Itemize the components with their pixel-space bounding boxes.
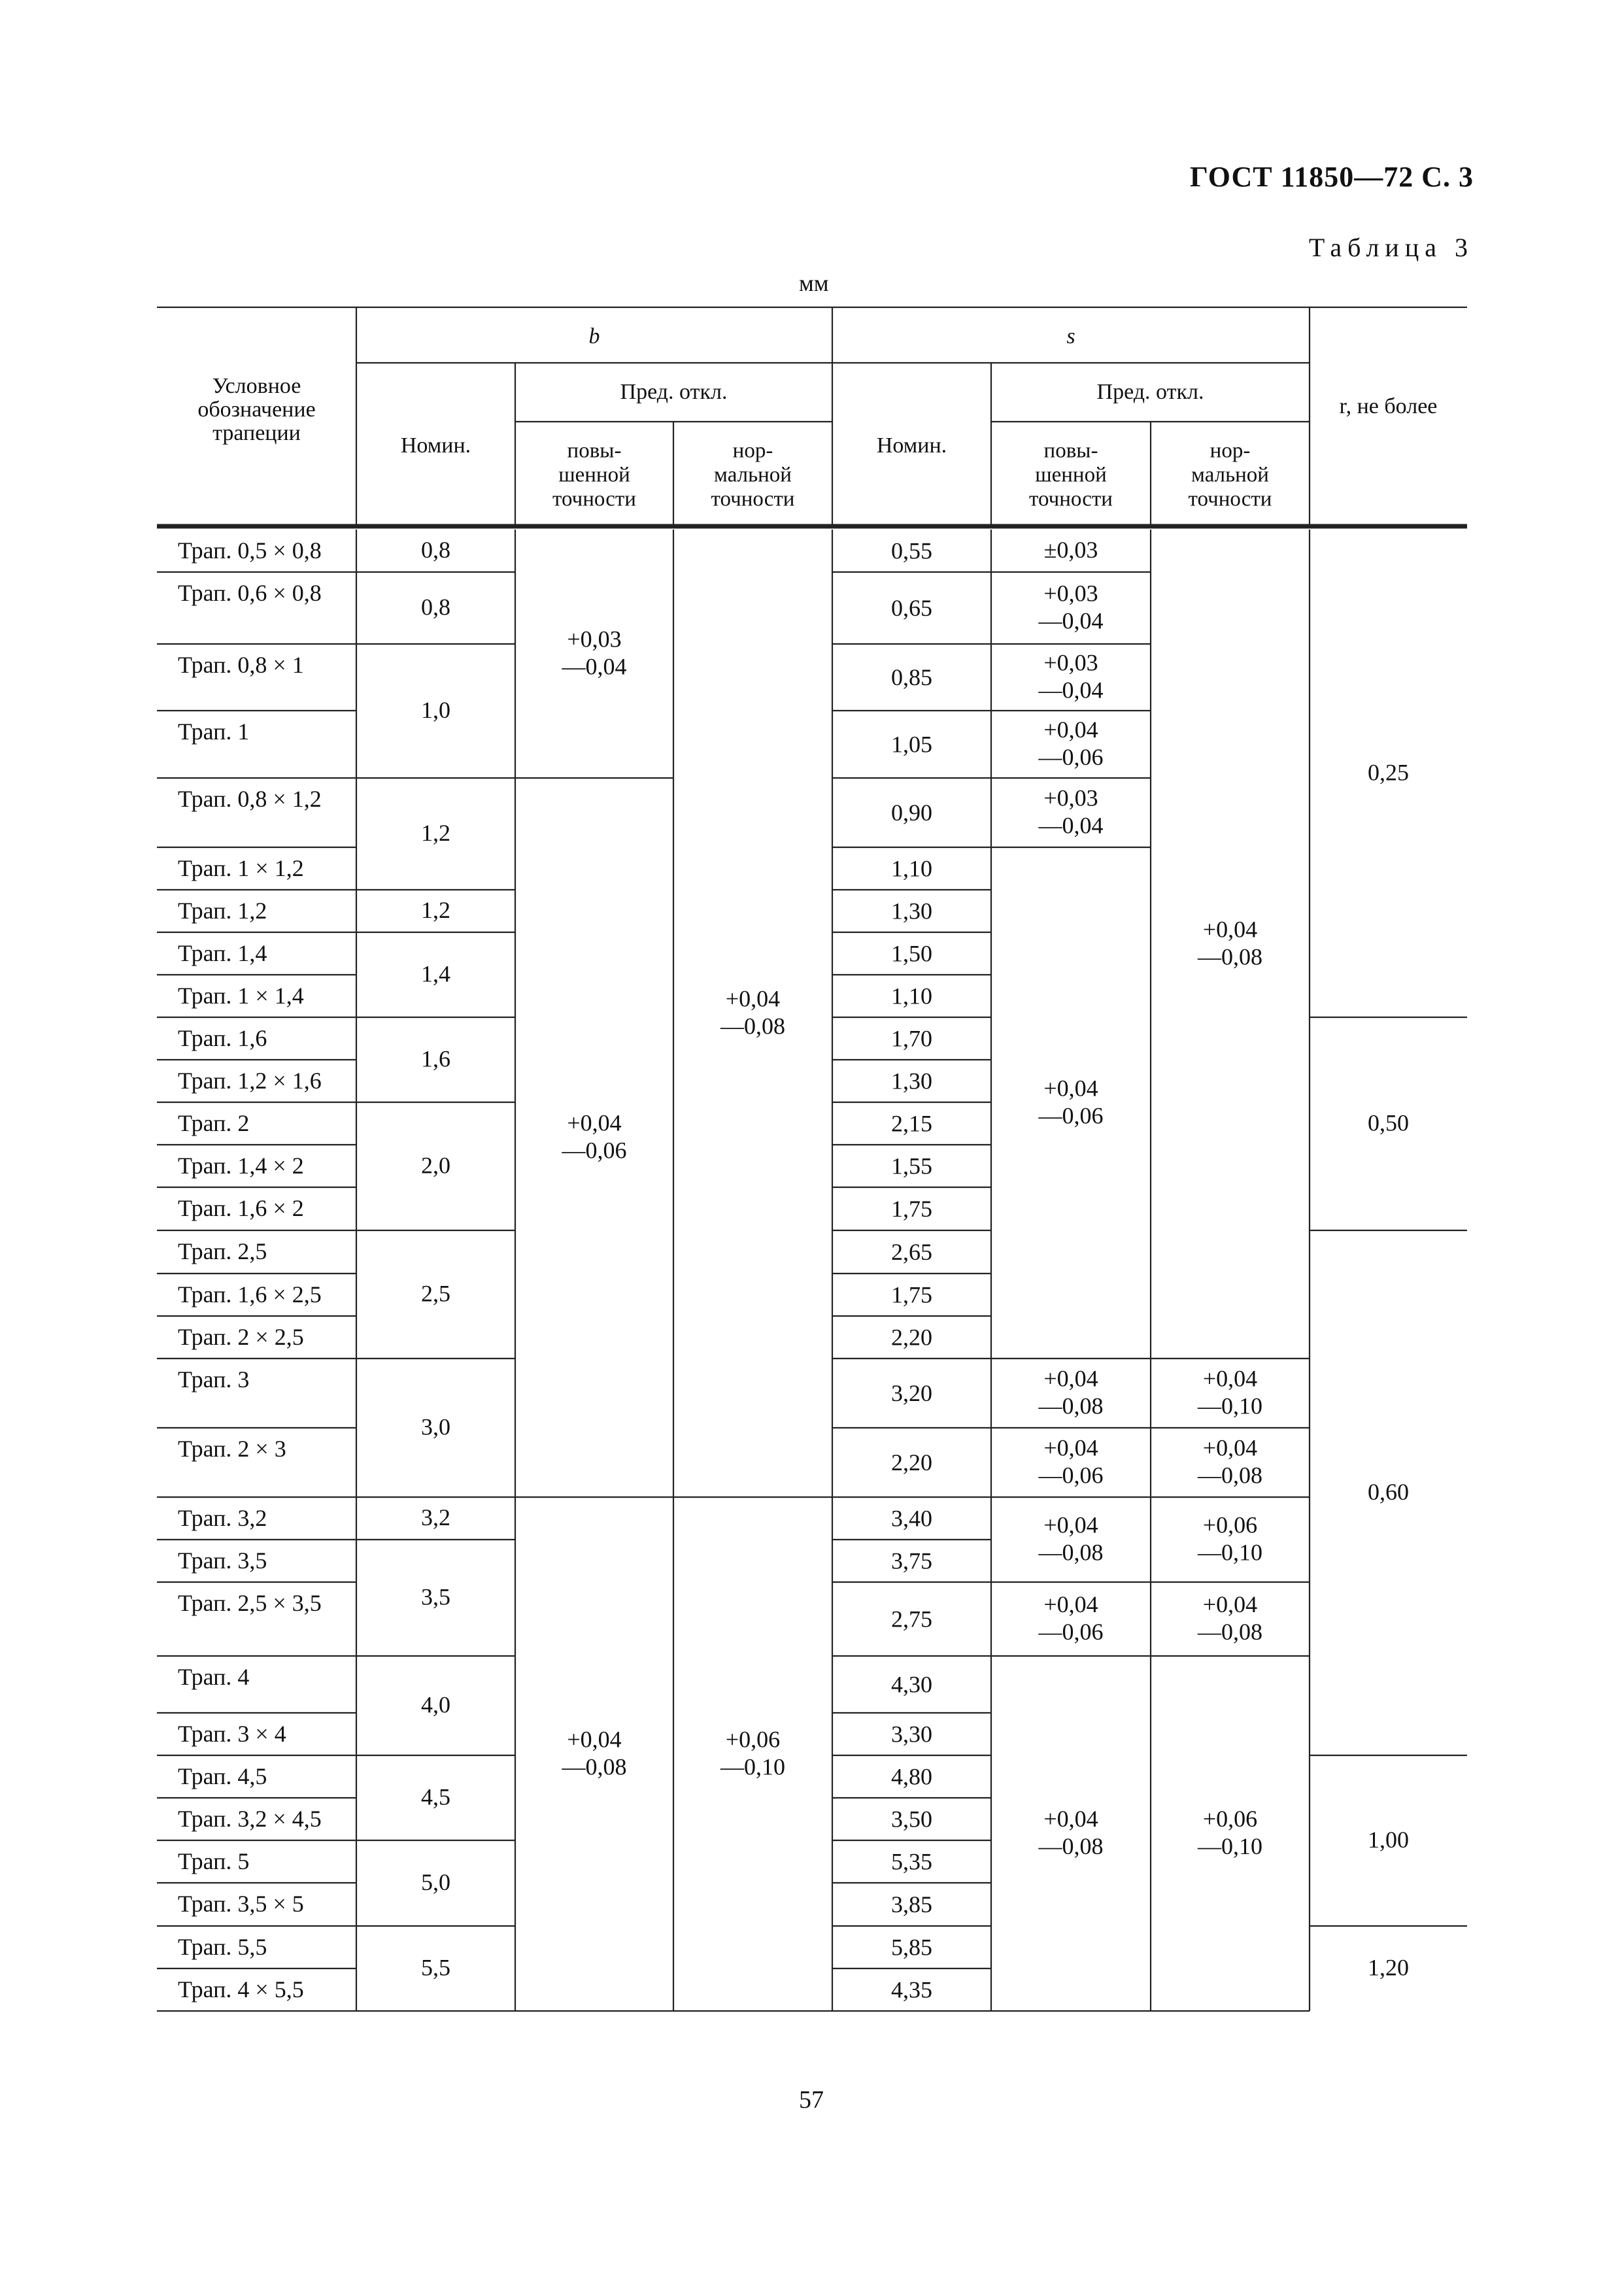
s-normal-tolerance: —0,08 (1198, 1619, 1262, 1646)
s-increased-tolerance: +0,04 (1043, 1434, 1098, 1461)
s-nominal-value: 5,35 (891, 1848, 932, 1875)
r-max-value: 1,20 (1368, 1954, 1409, 1981)
trapezoid-designation: Трап. 3,2 (178, 1505, 267, 1531)
trapezoid-designation: Трап. 0,8 × 1 (178, 652, 304, 678)
s-nomin-header: Номин. (876, 433, 947, 458)
s-nominal-value: 1,10 (891, 983, 932, 1009)
b-increased-tolerance: +0,04 (567, 1109, 622, 1136)
s-increased-tolerance: —0,04 (1038, 677, 1104, 703)
s-normal-header: нор- (1210, 439, 1251, 463)
trapezoid-designation: Трап. 0,8 × 1,2 (178, 786, 322, 812)
b-nominal-value: 4,0 (421, 1691, 450, 1718)
s-normal-tolerance: +0,04 (1202, 1434, 1258, 1461)
designation-header: обозначение (197, 397, 316, 422)
b-nominal-value: 1,6 (421, 1045, 450, 1072)
s-nominal-value: 1,75 (891, 1196, 932, 1222)
s-nominal-value: 0,55 (891, 537, 932, 564)
s-normal-tolerance: +0,04 (1202, 916, 1258, 943)
b-nominal-value: 3,5 (421, 1583, 450, 1610)
r-max-value: 0,60 (1368, 1479, 1409, 1506)
s-increased-tolerance: —0,08 (1038, 1539, 1104, 1566)
s-normal-tolerance: +0,06 (1202, 1806, 1258, 1832)
s-increased-header: повы- (1043, 439, 1098, 463)
trapezoid-designation: Трап. 2 × 2,5 (178, 1324, 304, 1350)
b-normal-tolerance: —0,08 (720, 1013, 785, 1039)
s-header: s (1066, 324, 1075, 348)
s-normal-tolerance: —0,08 (1198, 943, 1262, 970)
s-nominal-value: 3,50 (891, 1806, 932, 1832)
b-nominal-value: 1,2 (421, 897, 450, 924)
s-nominal-value: 4,80 (891, 1763, 932, 1790)
s-tolerance-header: Пред. откл. (1096, 380, 1204, 404)
b-increased-tolerance: —0,08 (562, 1753, 627, 1780)
s-nominal-value: 3,20 (891, 1380, 932, 1406)
r-max-value: 0,50 (1368, 1109, 1409, 1136)
s-increased-tolerance: —0,06 (1038, 1102, 1104, 1129)
s-increased-tolerance: —0,06 (1038, 1462, 1104, 1489)
s-nominal-value: 4,30 (891, 1671, 932, 1698)
trapezoid-designation: Трап. 2 (178, 1110, 250, 1136)
b-nominal-value: 3,0 (421, 1413, 450, 1440)
b-increased-header: повы- (567, 439, 622, 463)
s-nominal-value: 5,85 (891, 1934, 932, 1961)
trapezoid-designation: Трап. 1,4 × 2 (178, 1153, 304, 1179)
s-nominal-value: 2,20 (891, 1449, 932, 1476)
designation-header: трапеции (212, 420, 301, 445)
s-increased-tolerance: —0,08 (1038, 1833, 1104, 1860)
trapezoid-designation: Трап. 1,2 × 1,6 (178, 1068, 322, 1094)
b-increased-tolerance: —0,06 (562, 1137, 627, 1164)
b-normal-header: нор- (732, 439, 773, 463)
unit-label: мм (799, 270, 829, 296)
b-nominal-value: 3,2 (421, 1504, 450, 1531)
s-nominal-value: 1,05 (891, 731, 932, 758)
s-nominal-value: 1,75 (891, 1281, 932, 1308)
b-nominal-value: 5,5 (421, 1954, 450, 1981)
b-nominal-value: 5,0 (421, 1869, 450, 1896)
b-nominal-value: 2,0 (421, 1152, 450, 1179)
b-nominal-value: 0,8 (421, 537, 450, 564)
r-max-value: 1,00 (1368, 1827, 1409, 1853)
s-nominal-value: 3,75 (891, 1547, 932, 1574)
s-increased-tolerance: +0,04 (1043, 1365, 1098, 1392)
trapezoid-designation: Трап. 4,5 (178, 1763, 267, 1789)
trapezoid-designation: Трап. 2,5 × 3,5 (178, 1590, 322, 1616)
s-normal-tolerance: —0,10 (1198, 1539, 1262, 1566)
s-normal-tolerance: —0,10 (1198, 1393, 1262, 1419)
s-increased-tolerance: —0,08 (1038, 1393, 1104, 1419)
trapezoid-designation: Трап. 1 (178, 718, 250, 745)
trapezoid-designation: Трап. 5,5 (178, 1934, 267, 1960)
trapezoid-designation: Трап. 3,5 (178, 1547, 267, 1574)
s-nominal-value: 2,75 (891, 1606, 932, 1632)
s-nominal-value: 1,55 (891, 1153, 932, 1179)
s-nominal-value: 2,15 (891, 1110, 932, 1137)
b-normal-tolerance: —0,10 (720, 1753, 785, 1780)
trapezoid-designation: Трап. 4 × 5,5 (178, 1976, 304, 2002)
b-nominal-value: 0,8 (421, 594, 450, 620)
b-nominal-value: 1,0 (421, 697, 450, 724)
trapezoid-designation: Трап. 3 × 4 (178, 1721, 286, 1747)
s-increased-header: шенной (1035, 463, 1107, 487)
s-increased-tolerance: +0,04 (1043, 1591, 1098, 1618)
s-nominal-value: 0,90 (891, 800, 932, 826)
s-increased-tolerance: +0,04 (1043, 717, 1098, 743)
b-increased-tolerance: +0,04 (567, 1726, 622, 1753)
s-nominal-value: 1,30 (891, 1068, 932, 1094)
b-header: b (588, 324, 600, 348)
s-nominal-value: 2,65 (891, 1239, 932, 1265)
s-nominal-value: 2,20 (891, 1324, 932, 1351)
s-increased-tolerance: +0,03 (1043, 649, 1098, 676)
b-normal-tolerance: +0,06 (725, 1726, 781, 1753)
s-normal-tolerance: —0,10 (1198, 1833, 1262, 1860)
s-increased-tolerance: +0,04 (1043, 1511, 1098, 1538)
trapezoid-designation: Трап. 3,2 × 4,5 (178, 1806, 322, 1832)
b-tolerance-header: Пред. откл. (620, 380, 728, 404)
s-nominal-value: 1,50 (891, 940, 932, 967)
s-nominal-value: 1,10 (891, 855, 932, 882)
s-normal-header: точности (1188, 487, 1272, 511)
s-nominal-value: 0,65 (891, 595, 932, 621)
trapezoid-designation: Трап. 1,2 (178, 898, 267, 924)
b-increased-header: точности (552, 487, 636, 511)
s-normal-tolerance: +0,06 (1202, 1511, 1258, 1538)
trapezoid-designation: Трап. 0,5 × 0,8 (178, 537, 322, 564)
page-number: 57 (799, 2086, 824, 2114)
s-increased-tolerance: —0,06 (1038, 744, 1104, 771)
trapezoid-designation: Трап. 1,6 × 2 (178, 1195, 304, 1221)
s-increased-tolerance: +0,04 (1043, 1806, 1098, 1832)
s-increased-tolerance: +0,03 (1043, 785, 1098, 811)
s-normal-tolerance: +0,04 (1202, 1365, 1258, 1392)
s-nominal-value: 0,85 (891, 664, 932, 690)
s-increased-tolerance: +0,03 (1043, 580, 1098, 607)
trapezoid-designation: Трап. 1 × 1,2 (178, 855, 304, 881)
b-increased-tolerance: —0,04 (562, 653, 627, 680)
trapezoid-designation: Трап. 1,6 (178, 1025, 267, 1051)
b-nominal-value: 1,2 (421, 820, 450, 847)
trapezoid-designation: Трап. 3,5 × 5 (178, 1891, 304, 1917)
s-increased-tolerance: —0,06 (1038, 1619, 1104, 1646)
b-nominal-value: 2,5 (421, 1280, 450, 1307)
b-normal-tolerance: +0,04 (725, 985, 781, 1012)
b-nominal-value: 4,5 (421, 1783, 450, 1810)
r-header: r, не более (1339, 394, 1438, 418)
s-normal-tolerance: —0,08 (1198, 1462, 1262, 1489)
document-code: ГОСТ 11850—72 С. 3 (1189, 161, 1474, 193)
s-normal-tolerance: +0,04 (1202, 1591, 1258, 1618)
trapezoid-designation: Трап. 1 × 1,4 (178, 983, 304, 1009)
table-label: Таблица 3 (1308, 233, 1474, 262)
trapezoid-designation: Трап. 5 (178, 1848, 250, 1874)
trapezoid-designation: Трап. 2,5 (178, 1238, 267, 1264)
s-nominal-value: 4,35 (891, 1976, 932, 2003)
designation-header: Условное (212, 373, 301, 398)
b-normal-header: точности (711, 487, 795, 511)
trapezoid-designation: Трап. 4 (178, 1664, 250, 1690)
b-normal-header: мальной (714, 463, 792, 487)
s-increased-tolerance: —0,04 (1038, 607, 1104, 634)
b-increased-header: шенной (558, 463, 630, 487)
s-nominal-value: 3,40 (891, 1505, 932, 1532)
b-increased-tolerance: +0,03 (567, 626, 622, 652)
s-increased-header: точности (1029, 487, 1113, 511)
s-nominal-value: 3,85 (891, 1891, 932, 1917)
s-increased-tolerance: —0,04 (1038, 812, 1104, 839)
trapezoid-designation: Трап. 2 × 3 (178, 1436, 286, 1462)
r-max-value: 0,25 (1368, 759, 1409, 786)
s-increased-tolerance: ±0,03 (1043, 537, 1098, 564)
trapezoid-designation: Трап. 1,4 (178, 940, 267, 966)
s-nominal-value: 3,30 (891, 1721, 932, 1747)
b-nominal-value: 1,4 (421, 960, 450, 987)
trapezoid-designation: Трап. 1,6 × 2,5 (178, 1281, 322, 1308)
b-nomin-header: Номин. (400, 433, 471, 458)
s-increased-tolerance: +0,04 (1043, 1075, 1098, 1102)
s-nominal-value: 1,30 (891, 898, 932, 924)
trapezoid-designation: Трап. 0,6 × 0,8 (178, 580, 322, 606)
s-nominal-value: 1,70 (891, 1025, 932, 1052)
trapezoid-designation: Трап. 3 (178, 1366, 250, 1393)
s-normal-header: мальной (1191, 463, 1269, 487)
